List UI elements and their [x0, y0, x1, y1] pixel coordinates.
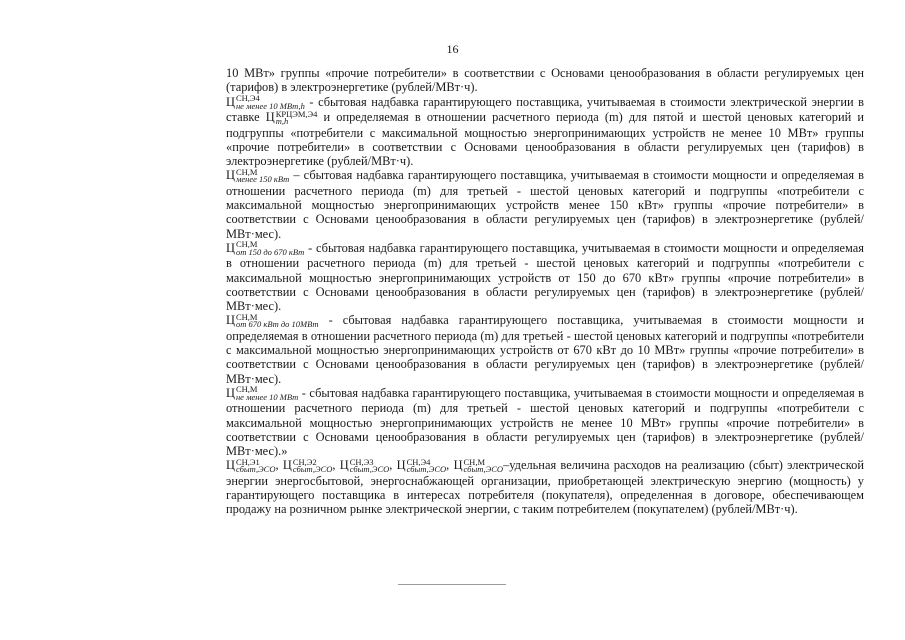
symbol-subscript: от 150 до 670 кВт: [235, 246, 305, 257]
symbol-subscript: сбыт,ЭСО: [463, 464, 504, 475]
definition-capacity-markup-670kw-10mw: [226, 313, 864, 386]
symbol-superscript: СН,Э4: [235, 93, 260, 103]
symbol-base: Ц: [226, 458, 235, 473]
definition-capacity-markup-under-150kw: [226, 168, 864, 241]
definition-text: и определяемая в отношении расчетного периода (m) для пятой и шестой ценовых категорий и подгруппы «потребители с максимальной мощностью энергопринимающих устройств не менее 10 МВт» группы «прочие потребители» в соответствии с Основами ценообразования в области регулируемых цен (тарифов) в электроэнергетике (рублей/МВт·ч).: [226, 110, 865, 168]
symbol-sales-cost-e2: [282, 456, 333, 475]
definition-energy-markup-10mw: [226, 95, 864, 169]
symbol-superscript: СН,М: [463, 456, 486, 467]
symbol-superscript: СН,М: [235, 384, 258, 395]
symbol-superscript: СН,Э1: [235, 456, 260, 467]
symbol-subscript: не менее 10 МВт: [235, 391, 299, 402]
symbol-sales-cost-e4: [396, 456, 447, 475]
symbol-separator: ,: [275, 458, 283, 473]
symbol-capacity-markup-670kw-10mw: [226, 311, 319, 330]
page-number: 16: [446, 42, 459, 56]
symbol-superscript: СН,М: [235, 166, 258, 177]
symbol-subscript: сбыт,ЭСО: [349, 464, 390, 475]
symbol-base: Ц: [226, 240, 235, 255]
symbol-base: Ц: [396, 458, 406, 473]
definition-capacity-markup-150-670kw: [226, 241, 864, 314]
symbol-subscript: от 670 кВт до 10МВт: [235, 319, 319, 330]
symbol-base: Ц: [226, 385, 235, 400]
symbol-base: Ц: [453, 458, 463, 473]
definition-text: – сбытовая надбавка гарантирующего поставщика, учитываемая в стоимости мощности и определяемая в отношении расчетного периода (m) для третьей - шестой ценовых категорий и подгруппы «потребители с максимальной мощностью энергопринимающих устройств менее 150 кВт» группы «прочие потребители» в соответствии с Основами ценообразования в области регулируемых цен (тарифов) в электроэнергетике (рублей/МВт·мес).: [226, 168, 864, 241]
symbol-superscript: СН,Э4: [406, 456, 431, 467]
symbol-subscript: сбыт,ЭСО: [235, 464, 276, 475]
symbol-separator: ,: [332, 458, 340, 473]
symbol-capacity-markup-150-670kw: [226, 241, 304, 255]
definition-sales-cost: [226, 458, 864, 516]
definition-text: - сбытовая надбавка гарантирующего поставщика, учитываемая в стоимости мощности и определяемая в отношении расчетного периода (m) для третьей - шестой ценовых категорий и подгруппы «потребители с максимальной мощностью энергопринимающих устройств от 670 кВт до 10 МВт» группы «прочие потребители» в соответствии с Основами ценообразования в области регулируемых цен (тарифов) в электроэнергетике (рублей/МВт·мес).: [226, 313, 864, 386]
symbol-subscript: сбыт,ЭСО: [292, 464, 333, 475]
symbol-superscript: КРЦЭМ,Э4: [275, 108, 318, 119]
symbol-superscript: СН,Э2: [292, 456, 317, 467]
symbol-sales-cost-e1: [226, 456, 276, 475]
symbol-base: Ц: [282, 458, 292, 473]
definition-text: - сбытовая надбавка гарантирующего поставщика, учитываемая в стоимости мощности и определяемая в отношении расчетного периода (m) для третьей - шестой ценовых категорий и подгруппы «потребители с максимальной мощностью энергопринимающих устройств от 150 до 670 кВт» группы «прочие потребители» в соответствии с Основами ценообразования в области регулируемых цен (тарифов) в электроэнергетике (рублей/МВт·мес).: [226, 240, 864, 313]
paragraph-continuation: [226, 66, 864, 95]
footer-rule: [398, 584, 506, 585]
symbol-capacity-markup-under-150kw: [226, 166, 290, 185]
symbol-superscript: СН,М: [235, 311, 258, 322]
paragraph-text: 10 МВт» группы «прочие потребители» в соответствии с Основами ценообразования в области регулируемых цен (тарифов) в электроэнергетике (рублей/МВт·ч).: [226, 66, 864, 95]
symbol-base: Ц: [226, 94, 235, 109]
symbol-superscript: СН,Э3: [349, 456, 374, 467]
symbol-subscript: m,h: [275, 116, 289, 126]
symbol-subscript: менее 150 кВт: [235, 174, 290, 185]
symbol-separator: ,: [389, 458, 397, 473]
symbol-superscript: СН,М: [235, 239, 258, 250]
symbol-sales-cost-e3: [339, 456, 390, 475]
symbol-subscript: сбыт,ЭСО: [406, 464, 447, 475]
definition-capacity-markup-10mw: [226, 386, 864, 459]
definition-text: - сбытовая надбавка гарантирующего поставщика, учитываемая в стоимости электрической энергии в ставке: [226, 94, 864, 124]
symbol-separator: ,: [446, 458, 454, 473]
symbol-sales-cost-m: [453, 456, 504, 475]
symbol-capacity-markup-10mw: [226, 386, 298, 400]
symbol-subscript: не менее 10 МВт,h: [235, 100, 305, 111]
definition-text: –удельная величина расходов на реализацию (сбыт) электрической энергии энергосбытовой, энергоснабжающей организации, приобретающей электрическую энергию (мощность) у гарантирующего поставщика в интересах потребителя (покупателя), определенная в договоре, обеспечивающем продажу на розничном рынке электрической энергии, с таким потребителем (покупателем) (рублей/МВт·ч).: [226, 458, 864, 517]
definition-text: - сбытовая надбавка гарантирующего поставщика, учитываемая в стоимости мощности и определяемая в отношении расчетного периода (m) для третьей - шестой ценовых категорий и подгруппы «потребители с максимальной мощностью энергопринимающих устройств не менее 10 МВт» группы «прочие потребители» в соответствии с Основами ценообразования в области регулируемых цен (тарифов) в электроэнергетике (рублей/МВт·мес).»: [226, 385, 864, 458]
symbol-base: Ц: [226, 168, 235, 183]
symbol-base: Ц: [265, 110, 275, 124]
symbol-base: Ц: [226, 313, 235, 328]
symbol-base: Ц: [339, 458, 349, 473]
document-body: [226, 66, 864, 517]
symbol-energy-markup-10mw: [226, 95, 305, 109]
symbol-krcem-rate: [266, 110, 318, 124]
